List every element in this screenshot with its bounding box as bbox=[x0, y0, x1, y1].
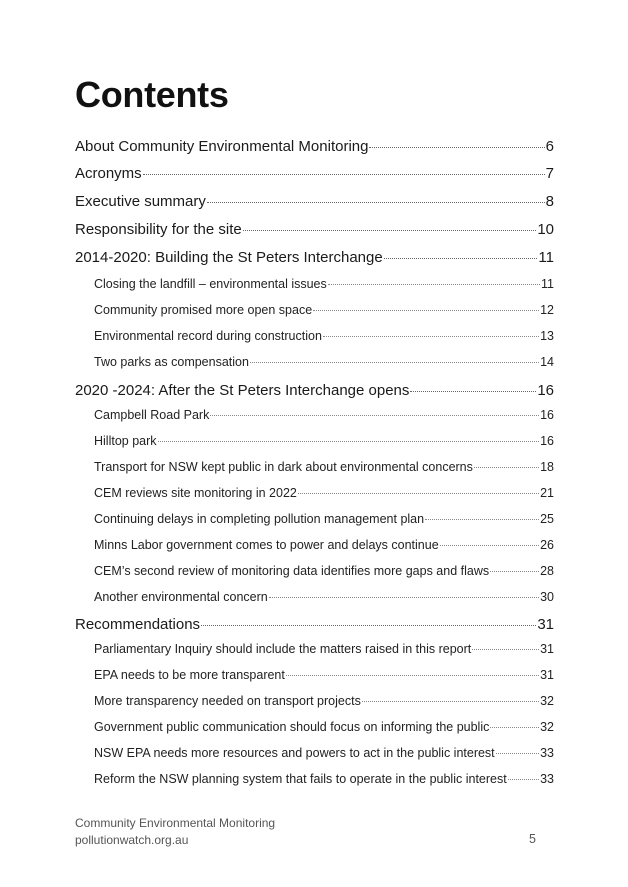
dot-leader bbox=[207, 202, 545, 203]
toc-entry-title: Minns Labor government comes to power and delays continue bbox=[94, 538, 439, 552]
dot-leader bbox=[143, 174, 545, 175]
dot-leader bbox=[298, 493, 539, 494]
toc-entry-page: 6 bbox=[545, 138, 554, 155]
toc-entry-page: 33 bbox=[540, 772, 554, 786]
dot-leader bbox=[201, 625, 536, 626]
toc-entry-page: 13 bbox=[540, 329, 554, 343]
dot-leader bbox=[384, 258, 538, 259]
toc-entry-title: Campbell Road Park bbox=[94, 408, 210, 422]
toc-subentry[interactable] bbox=[75, 668, 554, 682]
dot-leader bbox=[210, 415, 539, 416]
toc-entry-title: Community promised more open space bbox=[94, 303, 313, 317]
toc-entry-page: 28 bbox=[540, 564, 554, 578]
toc-entry-title: Reform the NSW planning system that fails to operate in the public interest bbox=[94, 772, 507, 786]
toc-entry-title: Executive summary bbox=[75, 193, 206, 210]
toc-subentry[interactable] bbox=[75, 329, 554, 343]
toc-entry-title: Parliamentary Inquiry should include the matters raised in this report bbox=[94, 642, 472, 656]
toc-entry-page: 18 bbox=[540, 460, 554, 474]
toc-entry-title: 2014-2020: Building the St Peters Interchange bbox=[75, 249, 383, 266]
dot-leader bbox=[250, 362, 539, 363]
toc-subentry[interactable] bbox=[75, 303, 554, 317]
toc-entry-title: 2020 -2024: After the St Peters Interchange opens bbox=[75, 382, 410, 399]
toc-entry-page: 14 bbox=[540, 355, 554, 369]
toc-entry[interactable] bbox=[75, 221, 554, 238]
toc-subentry[interactable] bbox=[75, 720, 554, 734]
toc-entry-page: 31 bbox=[540, 642, 554, 656]
toc-subentry[interactable] bbox=[75, 486, 554, 500]
toc-entry-page: 8 bbox=[545, 193, 554, 210]
toc-entry-title: Hilltop park bbox=[94, 434, 157, 448]
toc-entry-title: Continuing delays in completing pollution management plan bbox=[94, 512, 425, 526]
dot-leader bbox=[158, 441, 540, 442]
toc-entry-title: Transport for NSW kept public in dark about environmental concerns bbox=[94, 460, 473, 474]
toc-entry-title: About Community Environmental Monitoring bbox=[75, 138, 369, 155]
dot-leader bbox=[269, 597, 539, 598]
toc-entry[interactable] bbox=[75, 616, 554, 633]
toc-entry-title: Recommendations bbox=[75, 616, 201, 633]
dot-leader bbox=[323, 336, 539, 337]
toc-subentry[interactable] bbox=[75, 746, 554, 760]
toc-subentry[interactable] bbox=[75, 642, 554, 656]
dot-leader bbox=[440, 545, 539, 546]
footer bbox=[75, 815, 275, 849]
page-number: 5 bbox=[529, 832, 536, 846]
toc-entry-title: Another environmental concern bbox=[94, 590, 268, 604]
toc-entry-page: 31 bbox=[537, 616, 554, 633]
dot-leader bbox=[410, 391, 536, 392]
toc-entry-page: 33 bbox=[540, 746, 554, 760]
toc-subentry[interactable] bbox=[75, 590, 554, 604]
toc-entry-page: 30 bbox=[540, 590, 554, 604]
dot-leader bbox=[490, 571, 539, 572]
toc-entry-page: 32 bbox=[540, 720, 554, 734]
toc-subentry[interactable] bbox=[75, 434, 554, 448]
toc-entry-page: 12 bbox=[540, 303, 554, 317]
toc-entry-title: Acronyms bbox=[75, 165, 142, 182]
toc-entry-title: EPA needs to be more transparent bbox=[94, 668, 285, 682]
toc-subentry[interactable] bbox=[75, 538, 554, 552]
toc-entry[interactable] bbox=[75, 138, 554, 155]
dot-leader bbox=[328, 284, 540, 285]
toc-entry-page: 10 bbox=[537, 221, 554, 238]
toc-entry-page: 16 bbox=[537, 382, 554, 399]
dot-leader bbox=[425, 519, 539, 520]
toc-subentry[interactable] bbox=[75, 460, 554, 474]
footer-url[interactable]: pollutionwatch.org.au bbox=[75, 833, 189, 847]
dot-leader bbox=[369, 147, 544, 148]
dot-leader bbox=[286, 675, 539, 676]
toc-entry-page: 11 bbox=[538, 249, 554, 266]
dot-leader bbox=[243, 230, 537, 231]
toc-entry-title: Government public communication should focus on informing the public bbox=[94, 720, 490, 734]
toc-subentry[interactable] bbox=[75, 408, 554, 422]
toc-entry-title: Two parks as compensation bbox=[94, 355, 249, 369]
footer-org: Community Environmental Monitoring bbox=[75, 816, 276, 830]
toc-entry-title: More transparency needed on transport projects bbox=[94, 694, 361, 708]
toc-subentry[interactable] bbox=[75, 277, 554, 291]
toc-entry[interactable] bbox=[75, 193, 554, 210]
toc-entry-title: Environmental record during construction bbox=[94, 329, 322, 343]
dot-leader bbox=[474, 467, 539, 468]
toc-entry-title: CEM’s second review of monitoring data identifies more gaps and flaws bbox=[94, 564, 490, 578]
toc-entry-title: NSW EPA needs more resources and powers to act in the public interest bbox=[94, 746, 495, 760]
dot-leader bbox=[313, 310, 539, 311]
page-title: Contents bbox=[75, 74, 229, 115]
toc-entry-page: 16 bbox=[540, 408, 554, 422]
toc-entry-page: 16 bbox=[540, 434, 554, 448]
toc-subentry[interactable] bbox=[75, 355, 554, 369]
dot-leader bbox=[508, 779, 539, 780]
toc-entry[interactable] bbox=[75, 249, 554, 266]
toc-subentry[interactable] bbox=[75, 772, 554, 786]
toc-entry-page: 11 bbox=[541, 277, 554, 291]
toc-entry-page: 25 bbox=[540, 512, 554, 526]
toc-entry[interactable] bbox=[75, 165, 554, 182]
toc-subentry[interactable] bbox=[75, 694, 554, 708]
toc-subentry[interactable] bbox=[75, 564, 554, 578]
dot-leader bbox=[490, 727, 539, 728]
dot-leader bbox=[472, 649, 539, 650]
dot-leader bbox=[362, 701, 539, 702]
toc-entry-page: 32 bbox=[540, 694, 554, 708]
toc-entry-page: 21 bbox=[540, 486, 554, 500]
toc-entry-page: 26 bbox=[540, 538, 554, 552]
toc-subentry[interactable] bbox=[75, 512, 554, 526]
toc-entry-title: CEM reviews site monitoring in 2022 bbox=[94, 486, 297, 500]
toc-entry-page: 7 bbox=[545, 165, 554, 182]
toc-entry-page: 31 bbox=[540, 668, 554, 682]
toc-entry-title: Responsibility for the site bbox=[75, 221, 242, 238]
toc-entry[interactable] bbox=[75, 382, 554, 399]
dot-leader bbox=[496, 753, 539, 754]
toc-entry-title: Closing the landfill – environmental issues bbox=[94, 277, 327, 291]
